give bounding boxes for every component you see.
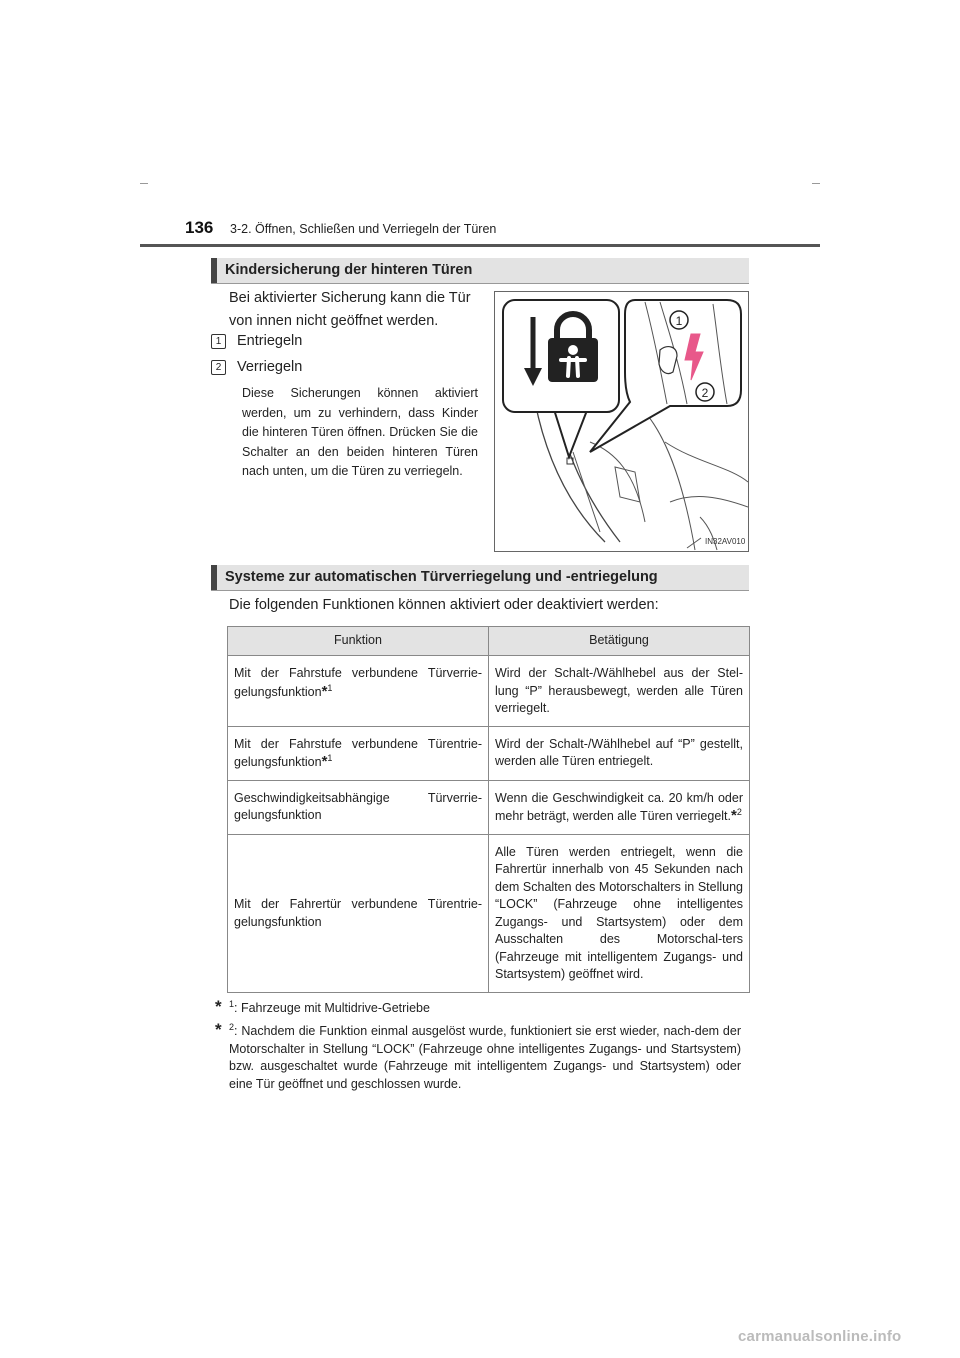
note-text: Diese Sicherungen können aktiviert werden, um zu verhindern, dass Kinder die hinteren Türen öffnen. Drücken Sie die Schalter an den beiden hinteren Türen nach unten, um die Türen zu verriegeln. (242, 386, 478, 478)
step-unlock (211, 333, 302, 349)
step-lock (211, 359, 302, 375)
step-number: 2 (211, 360, 226, 375)
column-header-function: Funktion (228, 627, 489, 656)
operation-cell: Alle Türen werden entriegelt, wenn die Fahrertür innerhalb von 45 Sekunden nach dem Schalten des Motorschalters in Stellung “LOCK” (Fahrzeuge ohne intelligentes Zugangs- und Startsystem) oder dem Ausschalten des Motorschal-ters (Fahrzeuge mit intelligentem Zugangs- und Startsystem) geöffnet wird. (489, 834, 750, 992)
section-title: Systeme zur automatischen Türverriegelung und -entriegelung (225, 569, 658, 585)
callout-1: 1 (675, 314, 683, 328)
step-label: Verriegeln (237, 359, 303, 375)
section-heading-auto-lock (211, 565, 749, 591)
step-number: 1 (211, 334, 226, 349)
section-heading-child-lock (211, 258, 749, 284)
function-cell: Mit der Fahrstufe verbundene Türentrie-gelungsfunktion*$^1$ (228, 726, 489, 780)
child-lock-illustration (494, 291, 749, 552)
table-intro-text: Die folgenden Funktionen können aktiviert oder deaktiviert werden: (229, 597, 659, 613)
function-cell: Mit der Fahrstufe verbundene Türverrie-gelungsfunktion*$^1$ (228, 656, 489, 727)
callout-2: 2 (701, 386, 709, 400)
function-cell: Mit der Fahrertür verbundene Türentrie-gelungsfunktion (228, 834, 489, 992)
section-bar (211, 258, 217, 283)
operation-cell: Wenn die Geschwindigkeit ca. 20 km/h oder mehr beträgt, werden alle Türen verriegelt.*$^2$ (489, 780, 750, 834)
operation-cell: Wird der Schalt-/Wählhebel auf “P” gestellt, werden alle Türen entriegelt. (489, 726, 750, 780)
door-lock-drawing (495, 292, 748, 551)
table-row (228, 780, 750, 834)
watermark: carmanualsonline.info (738, 1328, 902, 1345)
section-bar (211, 565, 217, 590)
function-cell: Geschwindigkeitsabhängige Türverrie-gelungsfunktion (228, 780, 489, 834)
page-number: 136 (185, 218, 214, 237)
step-label: Entriegeln (237, 333, 303, 349)
header-rule (140, 244, 820, 247)
table-header-row (228, 627, 750, 656)
table-row (228, 834, 750, 992)
section-title: Kindersicherung der hinteren Türen (225, 262, 473, 278)
crop-mark-right (812, 183, 820, 184)
operation-cell: Wird der Schalt-/Wählhebel aus der Stel-lung “P” herausbewegt, werden alle Türen verriegelt. (489, 656, 750, 727)
chapter-title: 3-2. Öffnen, Schließen und Verriegeln der Türen (230, 222, 497, 236)
footnote-1: * $^1$: Fahrzeuge mit Multidrive-Getriebe (215, 997, 430, 1016)
intro-text: Bei aktivierter Sicherung kann die Tür von innen nicht geöffnet werden. (229, 290, 471, 329)
functions-table (227, 626, 750, 993)
column-header-operation: Betätigung (489, 627, 750, 656)
footnote-2: * $^2$: Nachdem die Funktion einmal ausgelöst wurde, funktioniert sie erst wieder, nach-dem der Motorschalter in Stellung “LOCK” (Fahrzeuge ohne intelligentes Zugangs- und Startsystem) bzw. ausgeschaltet wurde (Fahrzeuge mit intelligentem Zugangs- und Startsystem) oder eine Tür geöffnet und geschlossen wurde. (215, 1020, 741, 1091)
illustration-code: IN32AV010 (705, 537, 746, 546)
crop-mark-left (140, 183, 148, 184)
table-row (228, 726, 750, 780)
table-row (228, 656, 750, 727)
